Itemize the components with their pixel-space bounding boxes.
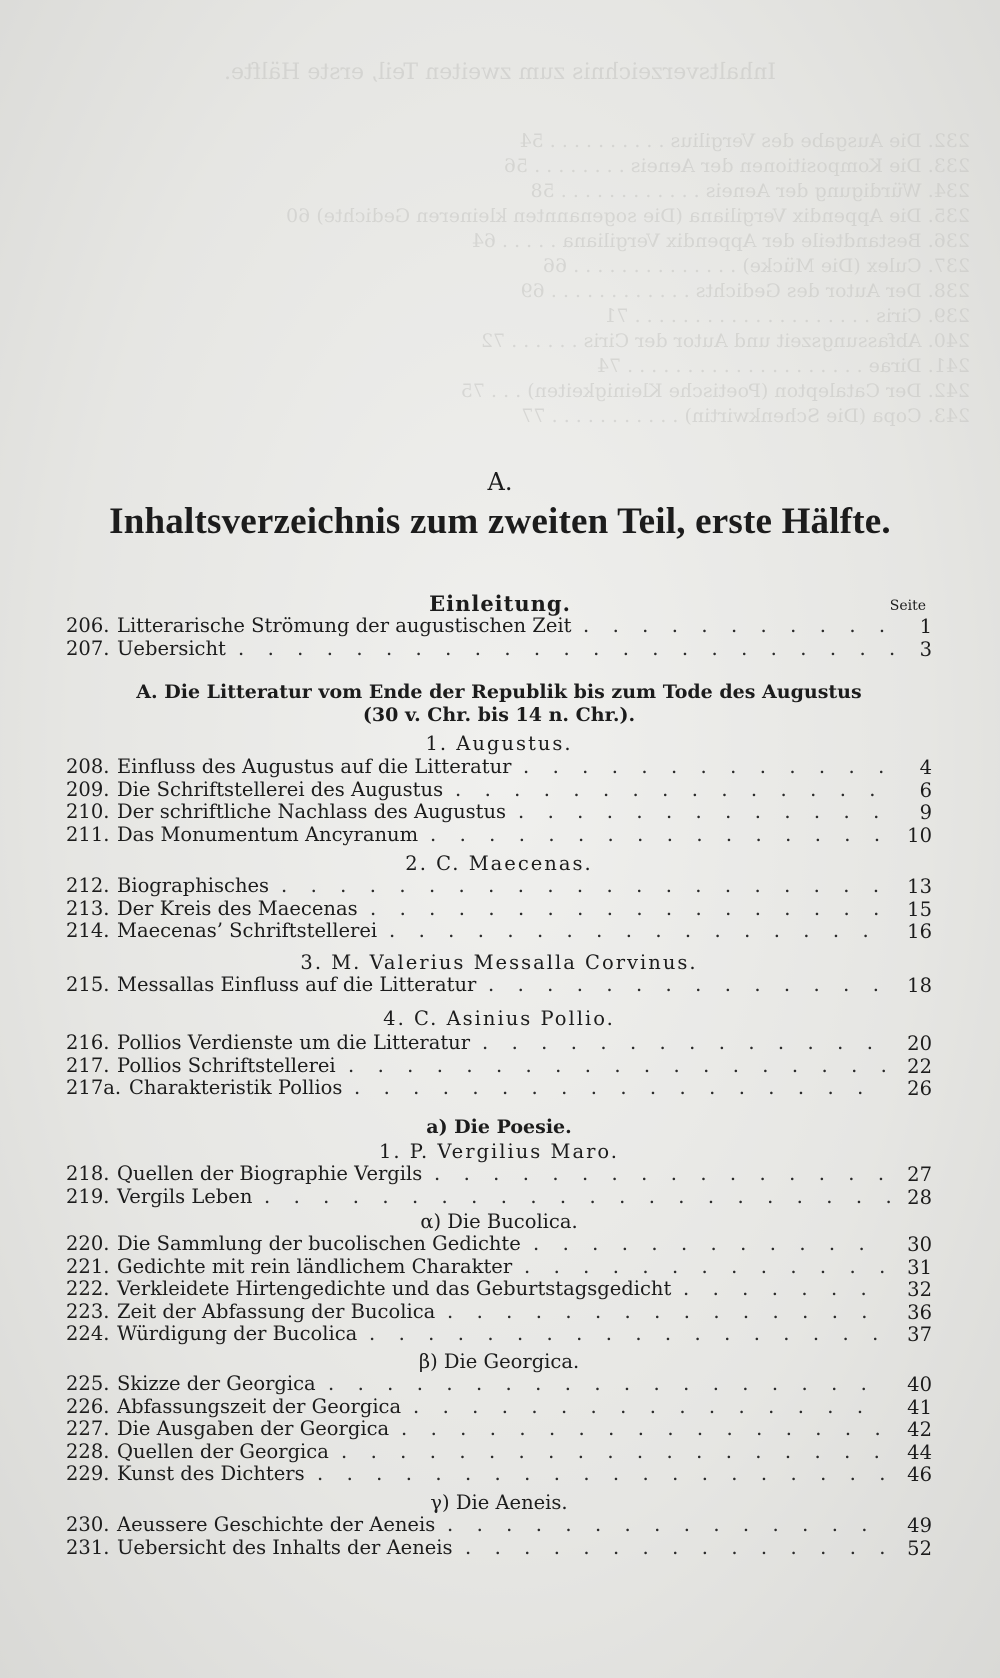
entry-page-number: 31 — [907, 1255, 932, 1279]
entry-page-number: 30 — [907, 1233, 932, 1256]
bleed-through-text — [30, 60, 970, 429]
dot-leader: . . . . . . . — [683, 1277, 867, 1300]
entry-page-number: 20 — [907, 1032, 932, 1055]
entry-page-number: 52 — [907, 1536, 932, 1560]
entry-page-number: 27 — [907, 1163, 932, 1186]
dot-leader: . . . . . . . . . . . . . . . . . . — [369, 1322, 879, 1345]
entry-title: Gedichte mit rein ländlichem Charakter — [117, 1254, 513, 1278]
toc-block-georgica — [66, 1373, 932, 1486]
entry-number: 229. — [66, 1462, 110, 1485]
toc-entry[interactable] — [66, 1396, 932, 1419]
toc-entry[interactable] — [66, 1323, 932, 1346]
dot-leader: . . . . . . . . . . . . . . . . . . . — [341, 1439, 880, 1463]
entry-title: Einfluss des Augustus auf die Litteratur — [117, 755, 512, 778]
entry-number: 210. — [66, 800, 110, 823]
dot-leader: . . . . . . . . . . . — [583, 614, 886, 637]
toc-entry[interactable] — [66, 1463, 932, 1486]
entry-number: 208. — [66, 755, 110, 778]
entry-page-number: 28 — [907, 1185, 932, 1209]
toc-entry[interactable] — [66, 1514, 932, 1537]
entry-number: 217a. — [66, 1076, 122, 1099]
toc-entry[interactable] — [66, 1441, 932, 1464]
heading-bucolica: α) Die Bucolica. — [420, 1210, 578, 1233]
dot-leader: . . . . . . . . . . . . . . . . . — [401, 1417, 881, 1440]
entry-page-number: 37 — [907, 1323, 932, 1346]
dot-leader: . . . . . . . . . . . . . . — [488, 973, 879, 996]
toc-entry[interactable] — [66, 801, 932, 824]
bleed-line: 243. Copa (Die Schenkwirtin) . . . . . . . . . . . 77 — [521, 405, 970, 427]
entry-number: 224. — [66, 1322, 110, 1345]
entry-number: 222. — [66, 1277, 110, 1300]
entry-number: 216. — [66, 1031, 110, 1054]
dot-leader: . . . . . . . . . . . . . — [518, 800, 880, 823]
entry-page-number: 42 — [907, 1418, 932, 1441]
toc-entry[interactable] — [66, 1418, 932, 1441]
toc-entry[interactable] — [66, 898, 932, 921]
entry-title: Kunst des Dichters — [117, 1462, 305, 1485]
entry-title: Biographisches — [117, 874, 270, 897]
toc-entry[interactable] — [66, 875, 932, 898]
entry-title: Litterarische Strömung der augustischen Zeit — [117, 614, 572, 637]
toc-entry[interactable] — [66, 615, 932, 638]
dot-leader: . . . . . . . . . . . . . . . . . . . . — [317, 1462, 886, 1485]
entry-number: 227. — [66, 1417, 110, 1440]
entry-title: Würdigung der Bucolica — [117, 1322, 358, 1345]
toc-entry[interactable] — [66, 974, 932, 997]
heading-einleitung: Einleitung. — [429, 591, 571, 616]
entry-number: 231. — [66, 1535, 110, 1559]
toc-entry[interactable] — [66, 1278, 932, 1301]
entry-title: Die Schriftstellerei des Augustus — [117, 777, 444, 801]
entry-title: Charakteristik Pollios — [129, 1076, 343, 1099]
bleed-line: 233. Die Kompositionen der Aeneis . . . . . . . . 56 — [503, 155, 970, 177]
bleed-line: 237. Culex (Die Mücke) . . . . . . . . . . . . . . 66 — [542, 255, 970, 277]
entry-page-number: 41 — [907, 1395, 932, 1419]
bleed-line: 232. Die Ausgabe des Vergilius . . . . . . . . . . 54 — [519, 130, 970, 152]
dot-leader: . . . . . . . . . . . . . . . . . . . . . — [281, 874, 880, 897]
bleed-line: 234. Würdigung der Aeneis . . . . . . . . . . . . 58 — [530, 180, 970, 202]
entry-title: Quellen der Biographie Vergils — [117, 1162, 423, 1185]
entry-number: 220. — [66, 1232, 110, 1255]
entry-page-number: 10 — [907, 823, 932, 847]
entry-page-number: 13 — [907, 875, 932, 898]
entry-title: Das Monumentum Ancyranum — [117, 822, 419, 846]
entry-page-number: 18 — [907, 974, 932, 997]
entry-title: Zeit der Abfassung der Bucolica — [117, 1299, 436, 1323]
dot-leader: . . . . . . . . . . . . . . . . . . . — [328, 1372, 867, 1395]
entry-page-number: 4 — [919, 756, 932, 779]
entry-page-number: 15 — [907, 897, 932, 921]
toc-block-messalla — [66, 974, 932, 997]
entry-number: 225. — [66, 1372, 110, 1395]
entry-number: 214. — [66, 919, 110, 942]
entry-page-number: 9 — [919, 801, 932, 824]
entry-number: 207. — [66, 636, 110, 660]
entry-number: 215. — [66, 973, 110, 996]
entry-title: Uebersicht — [117, 636, 226, 660]
toc-entry[interactable] — [66, 1233, 932, 1256]
dot-leader: . . . . . . . . . . . . . . . . . . . . . . . — [238, 636, 896, 660]
dot-leader: . . . . . . . . . . . . . . . . . . — [354, 1076, 864, 1099]
entry-number: 230. — [66, 1513, 110, 1536]
entry-title: Uebersicht des Inhalts der Aeneis — [117, 1535, 453, 1559]
entry-page-number: 36 — [907, 1300, 932, 1324]
toc-entry[interactable] — [66, 1186, 932, 1209]
entry-title: Pollios Verdienste um die Litteratur — [117, 1031, 471, 1054]
entry-page-number: 26 — [907, 1077, 932, 1100]
toc-entry[interactable] — [66, 1537, 932, 1560]
page-title: Inhaltsverzeichnis zum zweiten Teil, erste Hälfte. — [109, 501, 891, 542]
seite-label: Seite — [889, 598, 926, 614]
entry-page-number: 46 — [907, 1463, 932, 1486]
toc-entry[interactable] — [66, 1301, 932, 1324]
entry-title: Abfassungszeit der Georgica — [117, 1394, 402, 1418]
entry-title: Vergils Leben — [117, 1184, 253, 1208]
entry-title: Die Ausgaben der Georgica — [117, 1417, 390, 1440]
toc-entry[interactable] — [66, 1055, 932, 1078]
entry-page-number: 44 — [907, 1440, 932, 1464]
toc-entry[interactable] — [66, 638, 932, 661]
dot-leader: . . . . . . . . . . . . . . . . — [434, 1162, 885, 1185]
entry-title: Maecenas’ Schriftstellerei — [117, 919, 378, 942]
dot-leader: . . . . . . . . . . . . . . . . . . — [370, 896, 880, 920]
toc-entry[interactable] — [66, 1077, 932, 1100]
entry-number: 219. — [66, 1184, 110, 1208]
heading-messalla: 3. M. Valerius Messalla Corvinus. — [300, 951, 698, 974]
dot-leader: . . . . . . . . . . . . . . . — [455, 777, 876, 801]
entry-number: 209. — [66, 777, 110, 801]
entry-page-number: 40 — [907, 1373, 932, 1396]
heading-georgica: β) Die Georgica. — [418, 1350, 580, 1373]
heading-litteratur: A. Die Litteratur vom Ende der Republik bis zum Tode des Augustus — [136, 681, 862, 703]
entry-page-number: 6 — [919, 778, 932, 802]
dot-leader: . . . . . . . . . . . . . . . . . — [389, 919, 869, 942]
bleed-line: 242. Der Catalepton (Poetische Kleinigkeiten) . . . 75 — [460, 380, 970, 402]
heading-vergilius: 1. P. Vergilius Maro. — [379, 1140, 619, 1163]
toc-entry[interactable] — [66, 779, 932, 802]
entry-title: Pollios Schriftstellerei — [117, 1053, 336, 1077]
dot-leader: . . . . . . . . . . . . . . . . . . . — [348, 1053, 887, 1077]
dot-leader: . . . . . . . . . . . . — [533, 1232, 865, 1255]
dot-leader: . . . . . . . . . . . . . . — [482, 1031, 873, 1054]
entry-page-number: 16 — [907, 920, 932, 943]
entry-number: 221. — [66, 1254, 110, 1278]
entry-title: Die Sammlung der bucolischen Gedichte — [117, 1232, 521, 1255]
bleed-line: 235. Die Appendix Vergiliana (Die sogenannten kleineren Gedichte) 60 — [286, 205, 970, 227]
entry-title: Messallas Einfluss auf die Litteratur — [117, 973, 477, 996]
heading-litteratur-dates: (30 v. Chr. bis 14 n. Chr.). — [362, 704, 636, 726]
dot-leader: . . . . . . . . . . . . . . . — [447, 1513, 868, 1536]
bleed-line: 238. Der Autor des Gedichts . . . . . . . . . . . . 69 — [520, 280, 970, 302]
entry-page-number: 22 — [907, 1054, 932, 1078]
entry-title: Der schriftliche Nachlass des Augustus — [117, 800, 507, 823]
toc-block-aeneis — [66, 1514, 932, 1559]
entry-page-number: 3 — [919, 637, 932, 661]
entry-title: Aeussere Geschichte der Aeneis — [117, 1513, 436, 1536]
bleed-line: Inhaltsverzeichnis zum zweiten Teil, erste Hälfte. — [223, 60, 777, 85]
dot-leader: . . . . . . . . . . . . . — [523, 755, 885, 778]
toc-entry[interactable] — [66, 1163, 932, 1186]
toc-block-einleitung — [66, 615, 932, 660]
toc-entry[interactable] — [66, 1256, 932, 1279]
entry-number: 218. — [66, 1162, 110, 1185]
entry-title: Skizze der Georgica — [117, 1372, 316, 1395]
heading-maecenas: 2. C. Maecenas. — [405, 852, 593, 875]
toc-block-bucolica — [66, 1233, 932, 1346]
entry-number: 217. — [66, 1053, 110, 1077]
toc-entry[interactable] — [66, 824, 932, 847]
dot-leader: . . . . . . . . . . . . . — [524, 1254, 886, 1278]
entry-page-number: 1 — [919, 615, 932, 638]
toc-entry[interactable] — [66, 756, 932, 779]
entry-number: 212. — [66, 874, 110, 897]
dot-leader: . . . . . . . . . . . . . . . . — [413, 1394, 864, 1418]
dot-leader: . . . . . . . . . . . . . . . . . . . . . . — [264, 1184, 892, 1208]
heading-augustus: 1. Augustus. — [425, 732, 573, 755]
entry-title: Quellen der Georgica — [117, 1439, 329, 1463]
toc-entry[interactable] — [66, 1373, 932, 1396]
heading-pollio: 4. C. Asinius Pollio. — [383, 1007, 615, 1030]
entry-page-number: 32 — [907, 1278, 932, 1301]
dot-leader: . . . . . . . . . . . . . . . . — [430, 822, 881, 846]
toc-entry[interactable] — [66, 1032, 932, 1055]
heading-poesie: a) Die Poesie. — [426, 1116, 572, 1138]
entry-title: Der Kreis des Maecenas — [117, 896, 358, 920]
section-letter: A. — [487, 468, 513, 496]
entry-page-number: 49 — [907, 1514, 932, 1537]
dot-leader: . . . . . . . . . . . . . . . — [447, 1299, 868, 1323]
entry-number: 211. — [66, 822, 110, 846]
dot-leader: . . . . . . . . . . . . . . . — [465, 1535, 886, 1559]
bleed-line: 236. Bestandteile der Appendix Vergiliana . . . . . 64 — [471, 230, 970, 252]
entry-number: 206. — [66, 614, 110, 637]
toc-entry[interactable] — [66, 920, 932, 943]
bleed-line: 241. Dirae . . . . . . . . . . . . . . . . . . . . 74 — [596, 355, 970, 377]
toc-block-pollio — [66, 1032, 932, 1100]
heading-aeneis: γ) Die Aeneis. — [430, 1491, 568, 1514]
toc-block-vergilius — [66, 1163, 932, 1208]
entry-title: Verkleidete Hirtengedichte und das Geburtstagsgedicht — [117, 1277, 672, 1300]
entry-number: 213. — [66, 896, 110, 920]
entry-number: 228. — [66, 1439, 110, 1463]
toc-block-maecenas — [66, 875, 932, 943]
entry-number: 226. — [66, 1394, 110, 1418]
bleed-line: 239. Ciris . . . . . . . . . . . . . . . . . . . . 71 — [604, 305, 970, 327]
toc-block-augustus — [66, 756, 932, 846]
bleed-line: 240. Abfassungszeit und Autor der Ciris . . . . . . 72 — [480, 330, 970, 352]
entry-number: 223. — [66, 1299, 110, 1323]
